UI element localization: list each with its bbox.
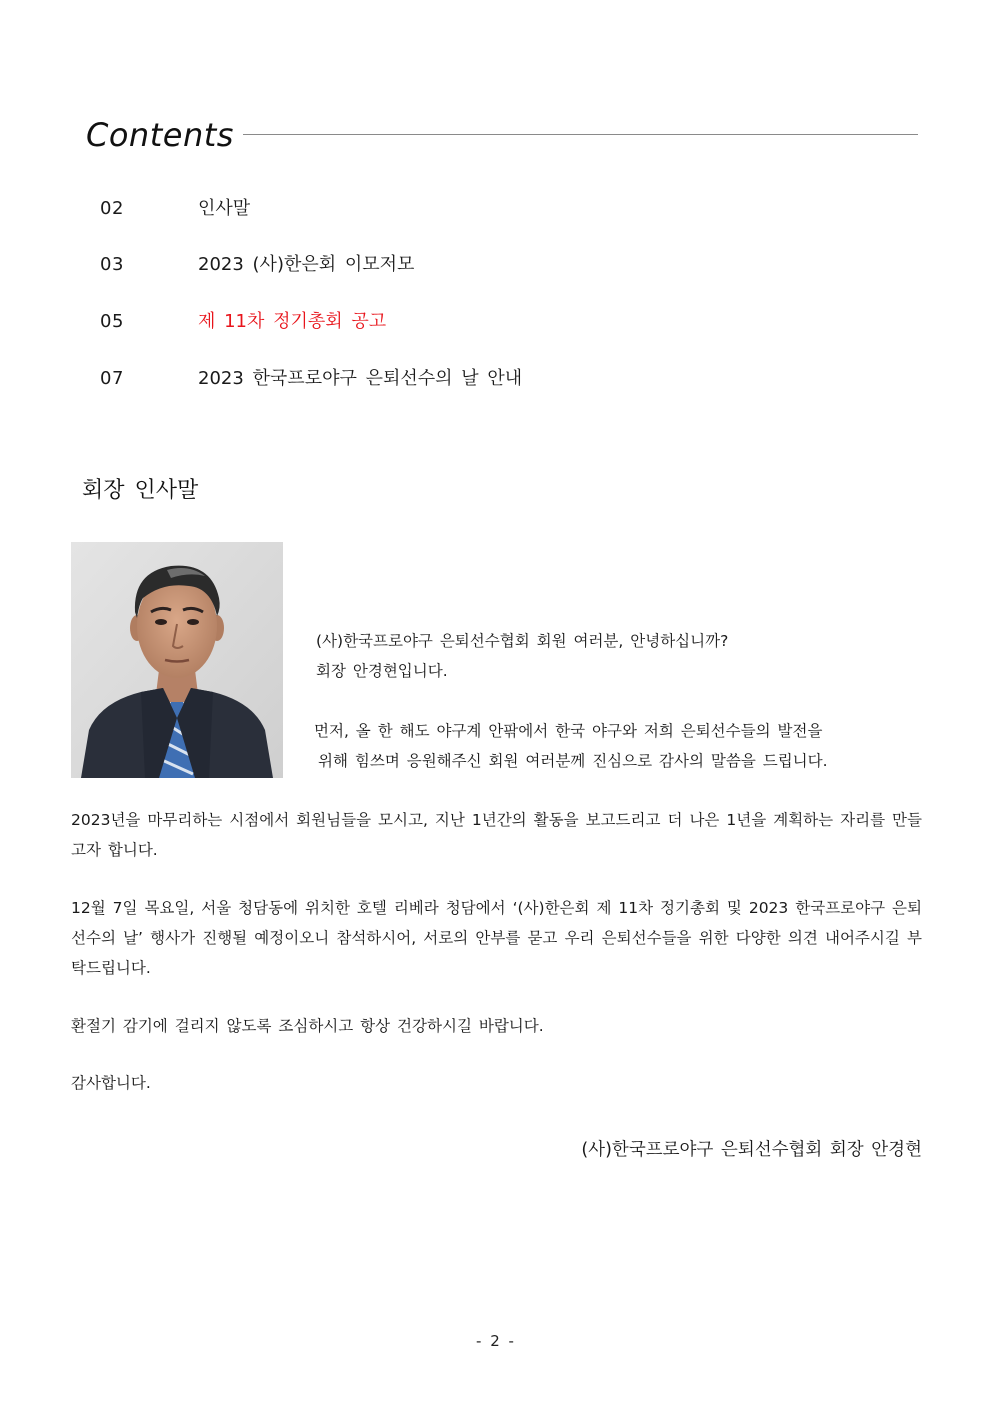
greeting-heading: 회장 인사말: [82, 478, 199, 503]
intro-line: (사)한국프로야구 은퇴선수협회 회원 여러분, 안녕하십니까?: [316, 632, 729, 650]
thanks-line: 위해 힘쓰며 응원해주신 회원 여러분께 진심으로 감사의 말씀을 드립니다.: [318, 752, 828, 770]
portrait-illustration: [71, 542, 283, 778]
greeting-paragraph: 환절기 감기에 걸리지 않도록 조심하시고 항상 건강하시길 바랍니다.: [71, 1017, 544, 1035]
toc-page-number: 02: [100, 198, 124, 219]
toc-item-title: 제 11차 정기총회 공고: [198, 311, 387, 332]
greeting-thanks: [314, 716, 934, 776]
thanks-line: 먼저, 올 한 해도 야구계 안팎에서 한국 야구와 저희 은퇴선수들의 발전을: [314, 722, 823, 740]
toc-item-title: 2023 한국프로야구 은퇴선수의 날 안내: [198, 368, 523, 389]
greeting-intro: [316, 626, 936, 686]
toc-item-title: 2023 (사)한은회 이모저모: [198, 254, 415, 275]
greeting-paragraph: 2023년을 마무리하는 시점에서 회원님들을 모시고, 지난 1년간의 활동을 보고드리고 더 나은 1년을 계획하는 자리를 만들고자 합니다.: [71, 811, 922, 859]
greeting-signature: (사)한국프로야구 은퇴선수협회 회장 안경현: [581, 1140, 922, 1160]
page-number: - 2 -: [476, 1332, 516, 1350]
intro-line: 회장 안경현입니다.: [316, 662, 448, 680]
toc-item-title: 인사말: [198, 198, 251, 219]
contents-header: [86, 112, 918, 158]
contents-title: Contents: [86, 116, 234, 154]
toc-page-number: 03: [100, 254, 124, 275]
president-portrait: [71, 542, 283, 778]
toc-page-number: 05: [100, 311, 124, 332]
contents-divider: [243, 134, 918, 135]
toc-page-number: 07: [100, 368, 124, 389]
greeting-paragraph: 12월 7일 목요일, 서울 청담동에 위치한 호텔 리베라 청담에서 ‘(사)한은회 제 11차 정기총회 및 2023 한국프로야구 은퇴선수의 날’ 행사가 진행될 예정이오니 참석하시어, 서로의 안부를 묻고 우리 은퇴선수들을 위한 다양한 의견 내어주시길 부탁드립니다.: [71, 899, 922, 977]
greeting-closing: 감사합니다.: [71, 1074, 151, 1092]
